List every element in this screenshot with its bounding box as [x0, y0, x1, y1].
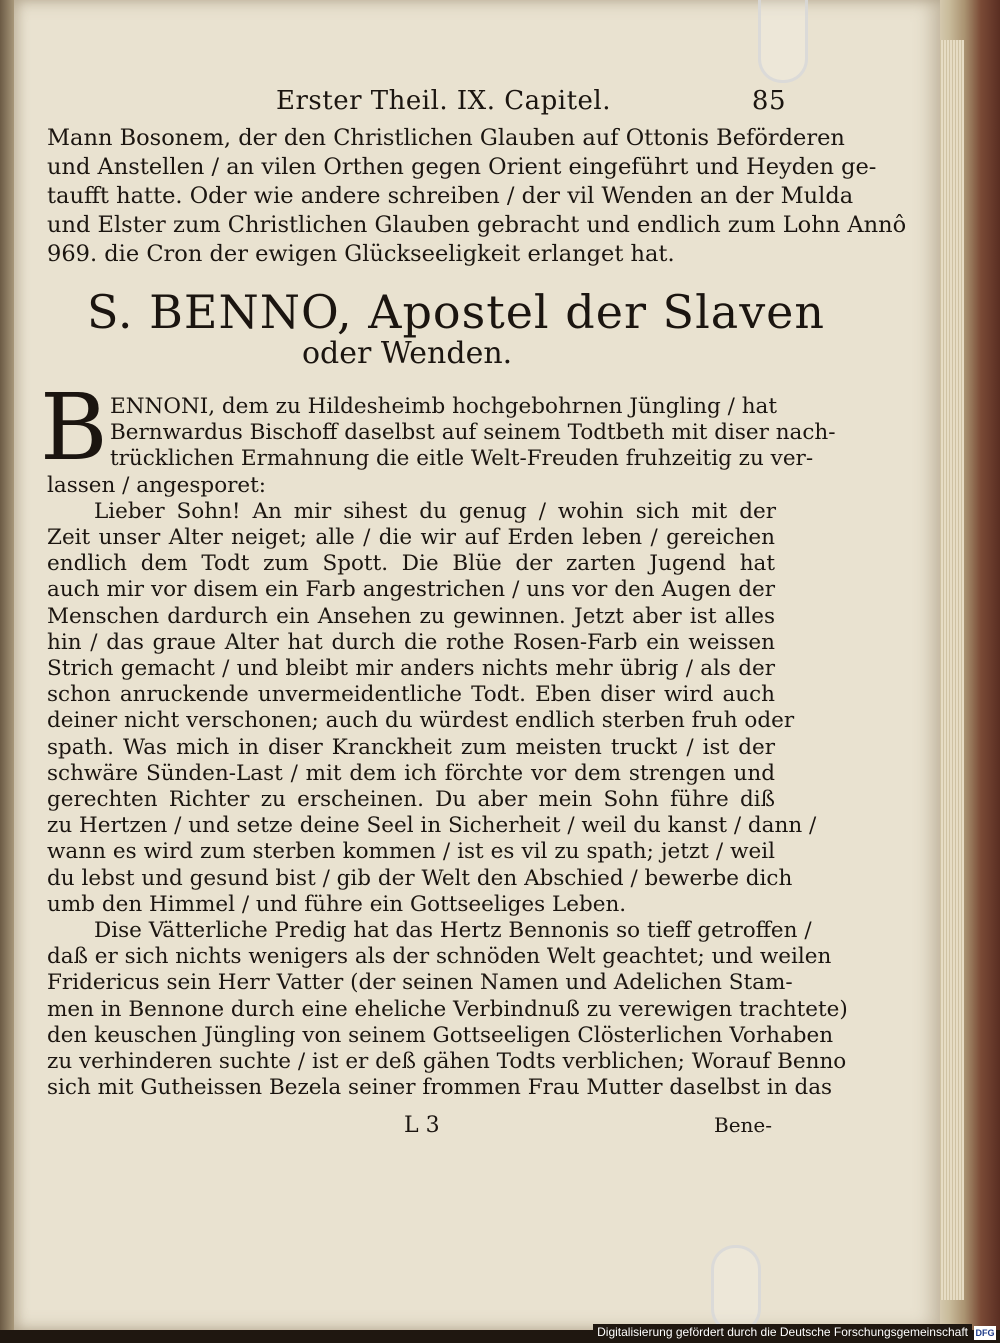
text-line: zu verhinderen suchte / ist er deß gähen Todts verblichen; Worauf Benno: [47, 1049, 847, 1074]
text-line: schwäre Sünden-Last / mit dem ich förchte vor dem strengen und: [47, 760, 775, 786]
text-line: Strich gemacht / und bleibt mir anders nichts mehr übrig / als der: [47, 656, 775, 681]
text-line: 969. die Cron der ewigen Glückseeligkeit erlanget hat.: [47, 241, 675, 267]
text-line: taufft hatte. Oder wie andere schreiben / der vil Wenden an der Mulda: [47, 183, 854, 209]
text-line: Dise Vätterliche Predig hat das Hertz Bennonis so tieff getroffen /: [94, 918, 812, 943]
text-line: endlich dem Todt zum Spott. Die Blüe der zarten Jugend hat: [47, 551, 775, 577]
text-line: sich mit Gutheissen Bezela seiner frommen Frau Mutter daselbst in das: [47, 1075, 833, 1101]
text-line: spath. Was mich in diser Kranckheit zum meisten truckt / ist der: [47, 734, 775, 760]
catchword: Bene-: [714, 1113, 773, 1137]
text-line: schon anruckende unvermeidentliche Todt. Eben diser wird auch: [47, 682, 775, 708]
page-clip-top: [758, 0, 808, 83]
section-subheading: oder Wenden.: [302, 336, 513, 371]
text-line: zu Hertzen / und setze deine Seel in Sicherheit / weil du kanst / dann /: [47, 813, 817, 839]
text-line: und Elster zum Christlichen Glauben gebracht und endlich zum Lohn Annô: [47, 212, 907, 238]
text-line: hin / das graue Alter hat durch die rothe Rosen-Farb ein weissen: [47, 629, 775, 655]
text-line: und Anstellen / an vilen Orthen gegen Orient eingeführt und Heyden ge-: [47, 154, 877, 180]
text-line: men in Bennone durch eine eheliche Verbindnuß zu verewigen trachtete): [47, 996, 848, 1022]
text-line: du lebst und gesund bist / gib der Welt den Abschied / bewerbe dich: [47, 865, 793, 891]
drop-cap: B: [40, 374, 108, 481]
running-head: [276, 86, 786, 120]
text-line: Mann Bosonem, der den Christlichen Glauben auf Ottonis Beförderen: [47, 125, 845, 151]
page-clip-bottom: [711, 1245, 761, 1333]
text-line: lassen / angesporet:: [47, 472, 267, 498]
page-stack-edges: [938, 40, 964, 1300]
text-line: Zeit unser Alter neiget; alle / die wir auf Erden leben / gereichen: [47, 525, 775, 550]
text-line: wann es wird zum sterben kommen / ist es vil zu spath; jetzt / weil: [47, 839, 775, 865]
text-line: daß er sich nichts wenigers als der schnöden Welt geachtet; und weilen: [47, 944, 832, 970]
text-line: trücklichen Ermahnung die eitle Welt-Freuden fruhzeitig zu ver-: [110, 446, 814, 472]
running-head-title: Erster Theil. IX. Capitel.: [276, 86, 611, 116]
text-line: umb den Himmel / und führe ein Gottseeliges Leben.: [47, 891, 627, 917]
text-line: den keuschen Jüngling von seinem Gottseeligen Clösterlichen Vorhaben: [47, 1022, 834, 1048]
page-number: 85: [751, 86, 786, 116]
section-heading: S. BENNO, Apostel der Slaven: [87, 285, 826, 339]
digitization-credit: Digitalisierung gefördert durch die Deutsche Forschungsgemeinschaft: [593, 1324, 972, 1340]
signature-mark: L 3: [404, 1113, 440, 1138]
book-page: [14, 0, 940, 1330]
text-line: Lieber Sohn! An mir sihest du genug / wohin sich mit der: [94, 498, 776, 524]
text-line: Bernwardus Bischoff daselbst auf seinem Todtbeth mit diser nach-: [110, 420, 836, 446]
text-line: gerechten Richter zu erscheinen. Du aber mein Sohn führe diß: [47, 787, 775, 812]
text-line: auch mir vor disem ein Farb angestrichen / uns vor den Augen der: [47, 577, 775, 603]
text-line: Menschen dardurch ein Ansehen zu gewinnen. Jetzt aber ist alles: [47, 603, 775, 629]
text-line: deiner nicht verschonen; auch du würdest endlich sterben fruh oder: [47, 708, 795, 734]
text-line: Fridericus sein Herr Vatter (der seinen Namen und Adelichen Stam-: [47, 970, 793, 996]
dfg-logo: DFG: [975, 1328, 995, 1338]
text-line: ENNONI, dem zu Hildesheimb hochgebohrnen Jüngling / hat: [110, 394, 777, 419]
